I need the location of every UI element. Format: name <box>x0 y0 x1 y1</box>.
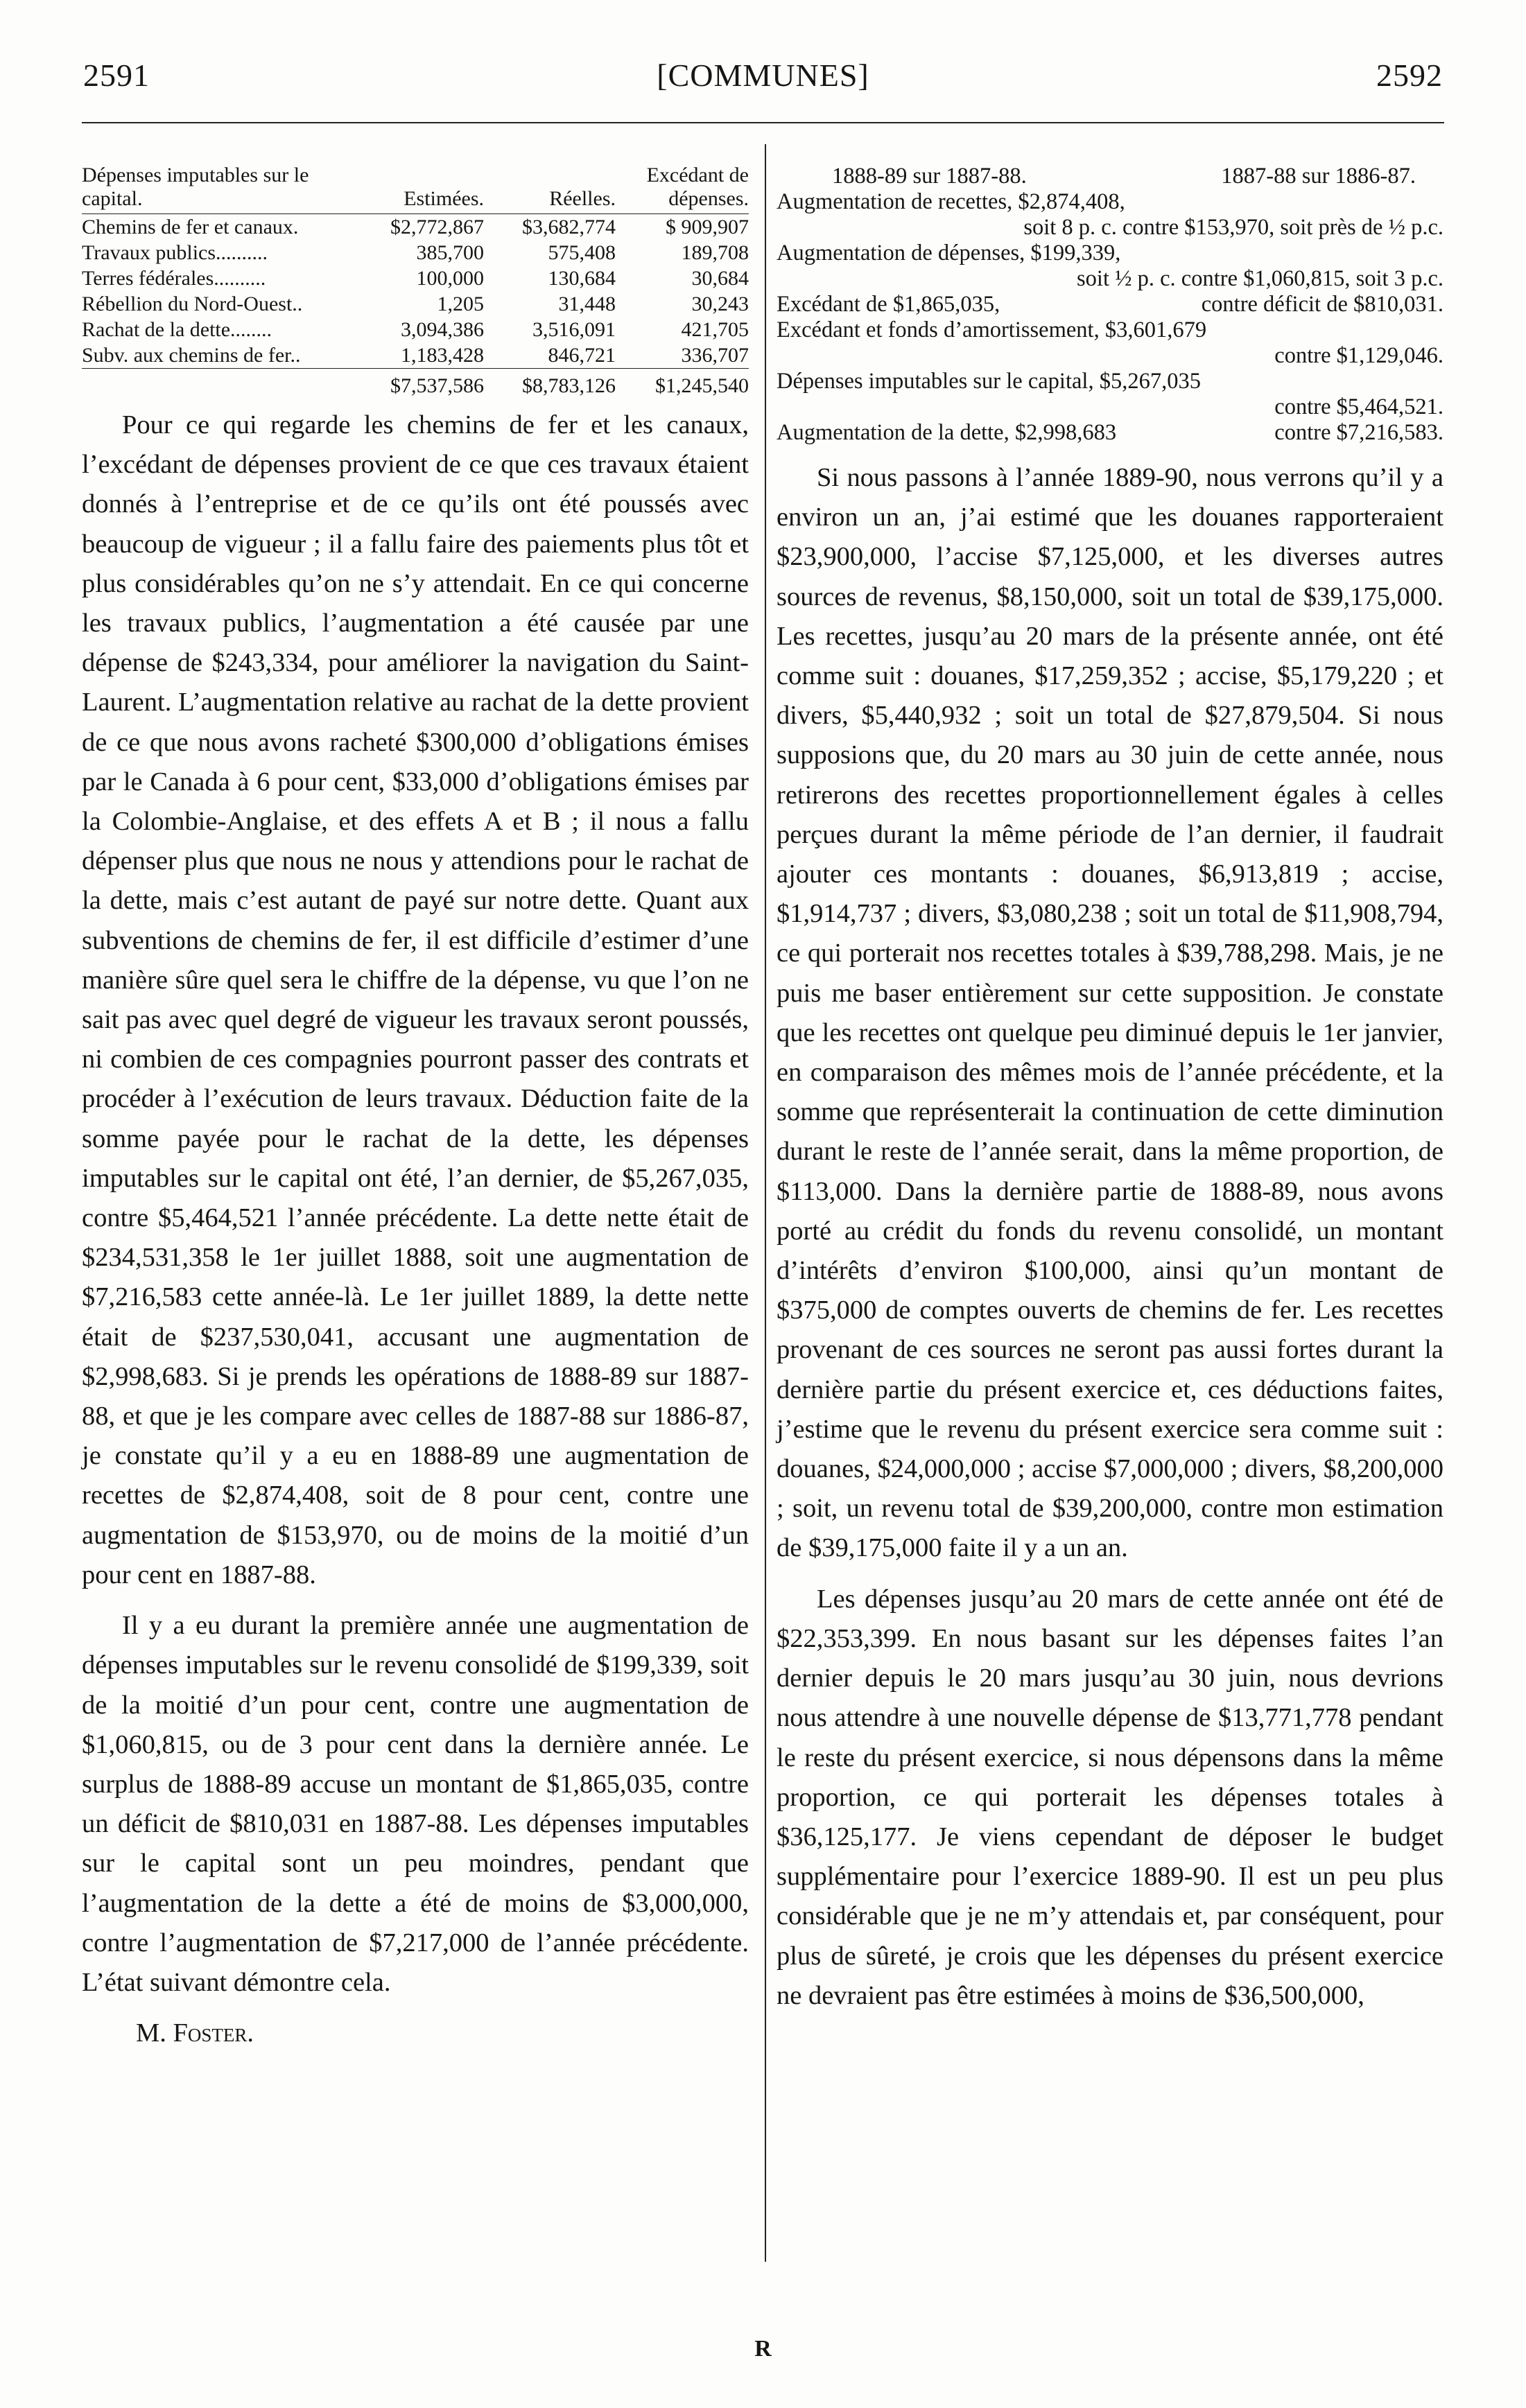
col-head-reelles: Réelles. <box>484 164 616 214</box>
row-label: Chemins de fer et canaux. <box>82 216 299 238</box>
col-head-label: Dépenses imputables sur le capital. <box>82 164 352 214</box>
row-label: Rachat de la dette........ <box>82 318 272 341</box>
comparison-line-right: contre $7,216,583. <box>1274 420 1443 445</box>
table-row <box>82 317 749 342</box>
table-row <box>82 265 749 291</box>
comparison-head-right: 1887-88 sur 1886-87. <box>1221 164 1416 189</box>
cell-reelles: 575,408 <box>548 241 616 264</box>
comparison-line: soit ½ p. c. contre $1,060,815, soit 3 p.c. <box>1077 266 1443 291</box>
cell-reelles: 846,721 <box>548 344 616 367</box>
cell-reelles: $3,682,774 <box>522 216 616 238</box>
col-head-estimees: Estimées. <box>352 164 484 214</box>
table-row <box>82 291 749 317</box>
cell-excedant: 336,707 <box>681 344 749 367</box>
total-estimees: $7,537,586 <box>352 369 484 399</box>
comparison-line-right: contre déficit de $810,031. <box>1201 292 1443 317</box>
comparison-line: Excédant et fonds d’amortissement, $3,601,679 <box>777 317 1207 342</box>
paragraph: Pour ce qui regarde les chemins de fer et les canaux, l’excédant de dépenses provient de ce que ces travaux étaient donnés à l’entreprise et de ce qu’ils ont été poussés avec beaucoup de vigueur ; il a fallu faire des paiements plus tôt et plus considérables qu’on ne s’y attendait. En ce qui concerne les travaux publics, l’augmentation a été causée par une dépense de $243,334, pour améliorer la navigation du Saint-Laurent. L’augmentation relative au rachat de la dette provient de ce que nous avons racheté $300,000 d’obligations émises par le Canada à 6 pour cent, $33,000 d’obligations émises par la Colombie-Anglaise, et des effets A et B ; il nous a fallu dépenser plus que nous ne nous y attendions pour le rachat de la dette, mais c’est autant de payé sur notre dette. Quant aux subventions de chemins de fer, il est difficile d’estimer d’une manière sûre quel sera le chiffre de la dépense, vu que l’on ne sait pas avec quel degré de vigueur les travaux seront poussés, ni combien de ces compagnies pourront passer des contrats et procéder à l’exécution de leurs travaux. Déduction faite de la somme payée pour le rachat de la dette, les dépenses imputables sur le capital ont été, l’an dernier, de $5,267,035, contre $5,464,521 l’année précédente. La dette nette était de $234,531,358 le 1er juillet 1888, soit une augmentation de $7,216,583 cette année-là. Le 1er juillet 1889, la dette nette était de $237,530,041, accusant une augmentation de $2,998,683. Si je prends les opérations de 1888-89 sur 1887-88, et que je les compare avec celles de 1887-88 sur 1886-87, je constate qu’il y a eu en 1888-89 une augmentation de recettes de $2,874,408, soit de 8 pour cent, contre une augmentation de $153,970, ou de moins de la moitié d’un pour cent en 1887-88. <box>82 410 749 1589</box>
col-head-excedant: Excédant de dépenses. <box>616 164 749 214</box>
cell-estimees: 385,700 <box>416 241 484 264</box>
comparison-line: Augmentation de recettes, $2,874,408, <box>777 189 1125 214</box>
total-label-blank <box>82 369 352 399</box>
row-label: Travaux publics.......... <box>82 241 268 264</box>
speaker-signature: M. Foster. <box>136 2018 254 2048</box>
table-row <box>82 240 749 265</box>
paragraph: Si nous passons à l’année 1889-90, nous verrons qu’il y a environ un an, j’ai estimé que les douanes rapporteraient $23,900,000, l’accise $7,125,000, et les diverses autres sources de revenus, $8,150,000, soit un total de $39,175,000. Les recettes, jusqu’au 20 mars de la présente année, ont été comme suit : douanes, $17,259,352 ; accise, $5,179,220 ; et divers, $5,440,932 ; soit un total de $27,879,504. Si nous supposions que, du 20 mars au 30 juin de cette année, nous retirerons des recettes proportionnellement égales à celles perçues durant la même période de l’an dernier, il faudrait ajouter ces montants : douanes, $6,913,819 ; accise, $1,914,737 ; divers, $3,080,238 ; soit un total de $11,908,794, ce qui porterait nos recettes totales à $39,788,298. Mais, je ne puis me baser entièrement sur cette supposition. Je constate que les recettes ont quelque peu diminué depuis le 1er janvier, en comparaison des mêmes mois de l’année précédente, et la somme que représenterait la continuation de cette diminution durant le reste de l’année serait, dans la même proportion, de $113,000. Dans la dernière partie de 1888-89, nous avons porté au crédit du fonds du revenu consolidé, un montant d’intérêts d’environ $100,000, ainsi qu’un montant de $375,000 de comptes ouverts de chemins de fer. Les recettes provenant de ces sources ne seront pas aussi fortes durant la dernière partie du présent exercice et, ces déductions faites, j’estime que le revenu du présent exercice sera comme suit : douanes, $24,000,000 ; accise $7,000,000 ; divers, $8,200,000 ; soit, un revenu total de $39,200,000, contre mon estimation de $39,175,000 faite il y a un an. <box>777 463 1443 1563</box>
cell-estimees: 3,094,386 <box>401 318 484 341</box>
cell-excedant: 30,243 <box>691 293 749 315</box>
page-number-right: 2592 <box>1376 58 1443 93</box>
header-rule <box>82 122 1444 123</box>
column-divider <box>765 144 766 2262</box>
right-column <box>777 164 1443 2027</box>
cell-excedant: $ 909,907 <box>666 216 749 238</box>
row-label: Subv. aux chemins de fer.. <box>82 344 301 367</box>
total-excedant: $1,245,540 <box>616 369 749 399</box>
row-label: Rébellion du Nord-Ouest.. <box>82 293 303 315</box>
table-header-row <box>82 164 749 214</box>
cell-excedant: 189,708 <box>681 241 749 264</box>
comparison-line: soit 8 p. c. contre $153,970, soit près de ½ p.c. <box>1023 215 1443 240</box>
comparison-line <box>777 420 1443 446</box>
cell-estimees: 1,205 <box>437 293 484 315</box>
paragraph: Les dépenses jusqu’au 20 mars de cette année ont été de $22,353,399. En nous basant sur les dépenses faites l’an dernier depuis le 20 mars jusqu’au 30 juin, nous devrions nous attendre à une nouvelle dépense de $13,771,778 pendant le reste du présent exercice, si nous dépensons dans la même proportion, ce qui porterait les dépenses totales à $36,125,177. Je viens cependant de déposer le budget supplémentaire pour l’exercice 1889-90. Il est un peu plus considérable que je ne m’y attendais et, par conséquent, pour plus de sûreté, je crois que les dépenses du présent exercice ne devraient pas être estimées à moins de $36,500,000, <box>777 1584 1443 2010</box>
signature-mark: R <box>754 2336 772 2362</box>
table-row <box>82 342 749 369</box>
table-total-row <box>82 369 749 399</box>
comparison-line: Dépenses imputables sur le capital, $5,267,035 <box>777 369 1201 394</box>
comparison-head-left: 1888-89 sur 1887-88. <box>832 164 1027 189</box>
expense-table <box>82 164 749 399</box>
comparison-line: contre $5,464,521. <box>1274 394 1443 419</box>
row-label: Terres fédérales.......... <box>82 267 266 290</box>
cell-reelles: 3,516,091 <box>532 318 616 341</box>
cell-estimees: 100,000 <box>416 267 484 290</box>
comparison-line: contre $1,129,046. <box>1274 343 1443 368</box>
left-column <box>82 164 749 2053</box>
cell-excedant: 421,705 <box>681 318 749 341</box>
cell-excedant: 30,684 <box>691 267 749 290</box>
comparison-line-left: Augmentation de la dette, $2,998,683 <box>777 420 1117 445</box>
comparison-line-left: Excédant de $1,865,035, <box>777 292 1000 317</box>
cell-reelles: 31,448 <box>558 293 616 315</box>
running-title: [COMMUNES] <box>657 58 869 93</box>
comparison-line: Augmentation de dépenses, $199,339, <box>777 241 1121 265</box>
comparison-header <box>777 164 1443 189</box>
page-number-left: 2591 <box>83 58 150 93</box>
cell-estimees: 1,183,428 <box>401 344 484 367</box>
cell-reelles: 130,684 <box>548 267 616 290</box>
comparison-line <box>777 292 1443 317</box>
table-row <box>82 214 749 241</box>
comparison-statement <box>777 164 1443 446</box>
total-reelles: $8,783,126 <box>484 369 616 399</box>
paragraph: Il y a eu durant la première année une augmentation de dépenses imputables sur le revenu consolidé de $199,339, soit de la moitié d’un pour cent, contre une augmentation de $1,060,815, ou de 3 pour cent dans la dernière année. Le surplus de 1888-89 accuse un montant de $1,865,035, contre un déficit de $810,031 en 1887-88. Les dépenses imputables sur le capital sont un peu moindres, pendant que l’augmentation de la dette a été de moins de $3,000,000, contre l’augmentation de $7,217,000 de l’année précédente. L’état suivant démontre cela. <box>82 1611 749 1997</box>
cell-estimees: $2,772,867 <box>390 216 484 238</box>
